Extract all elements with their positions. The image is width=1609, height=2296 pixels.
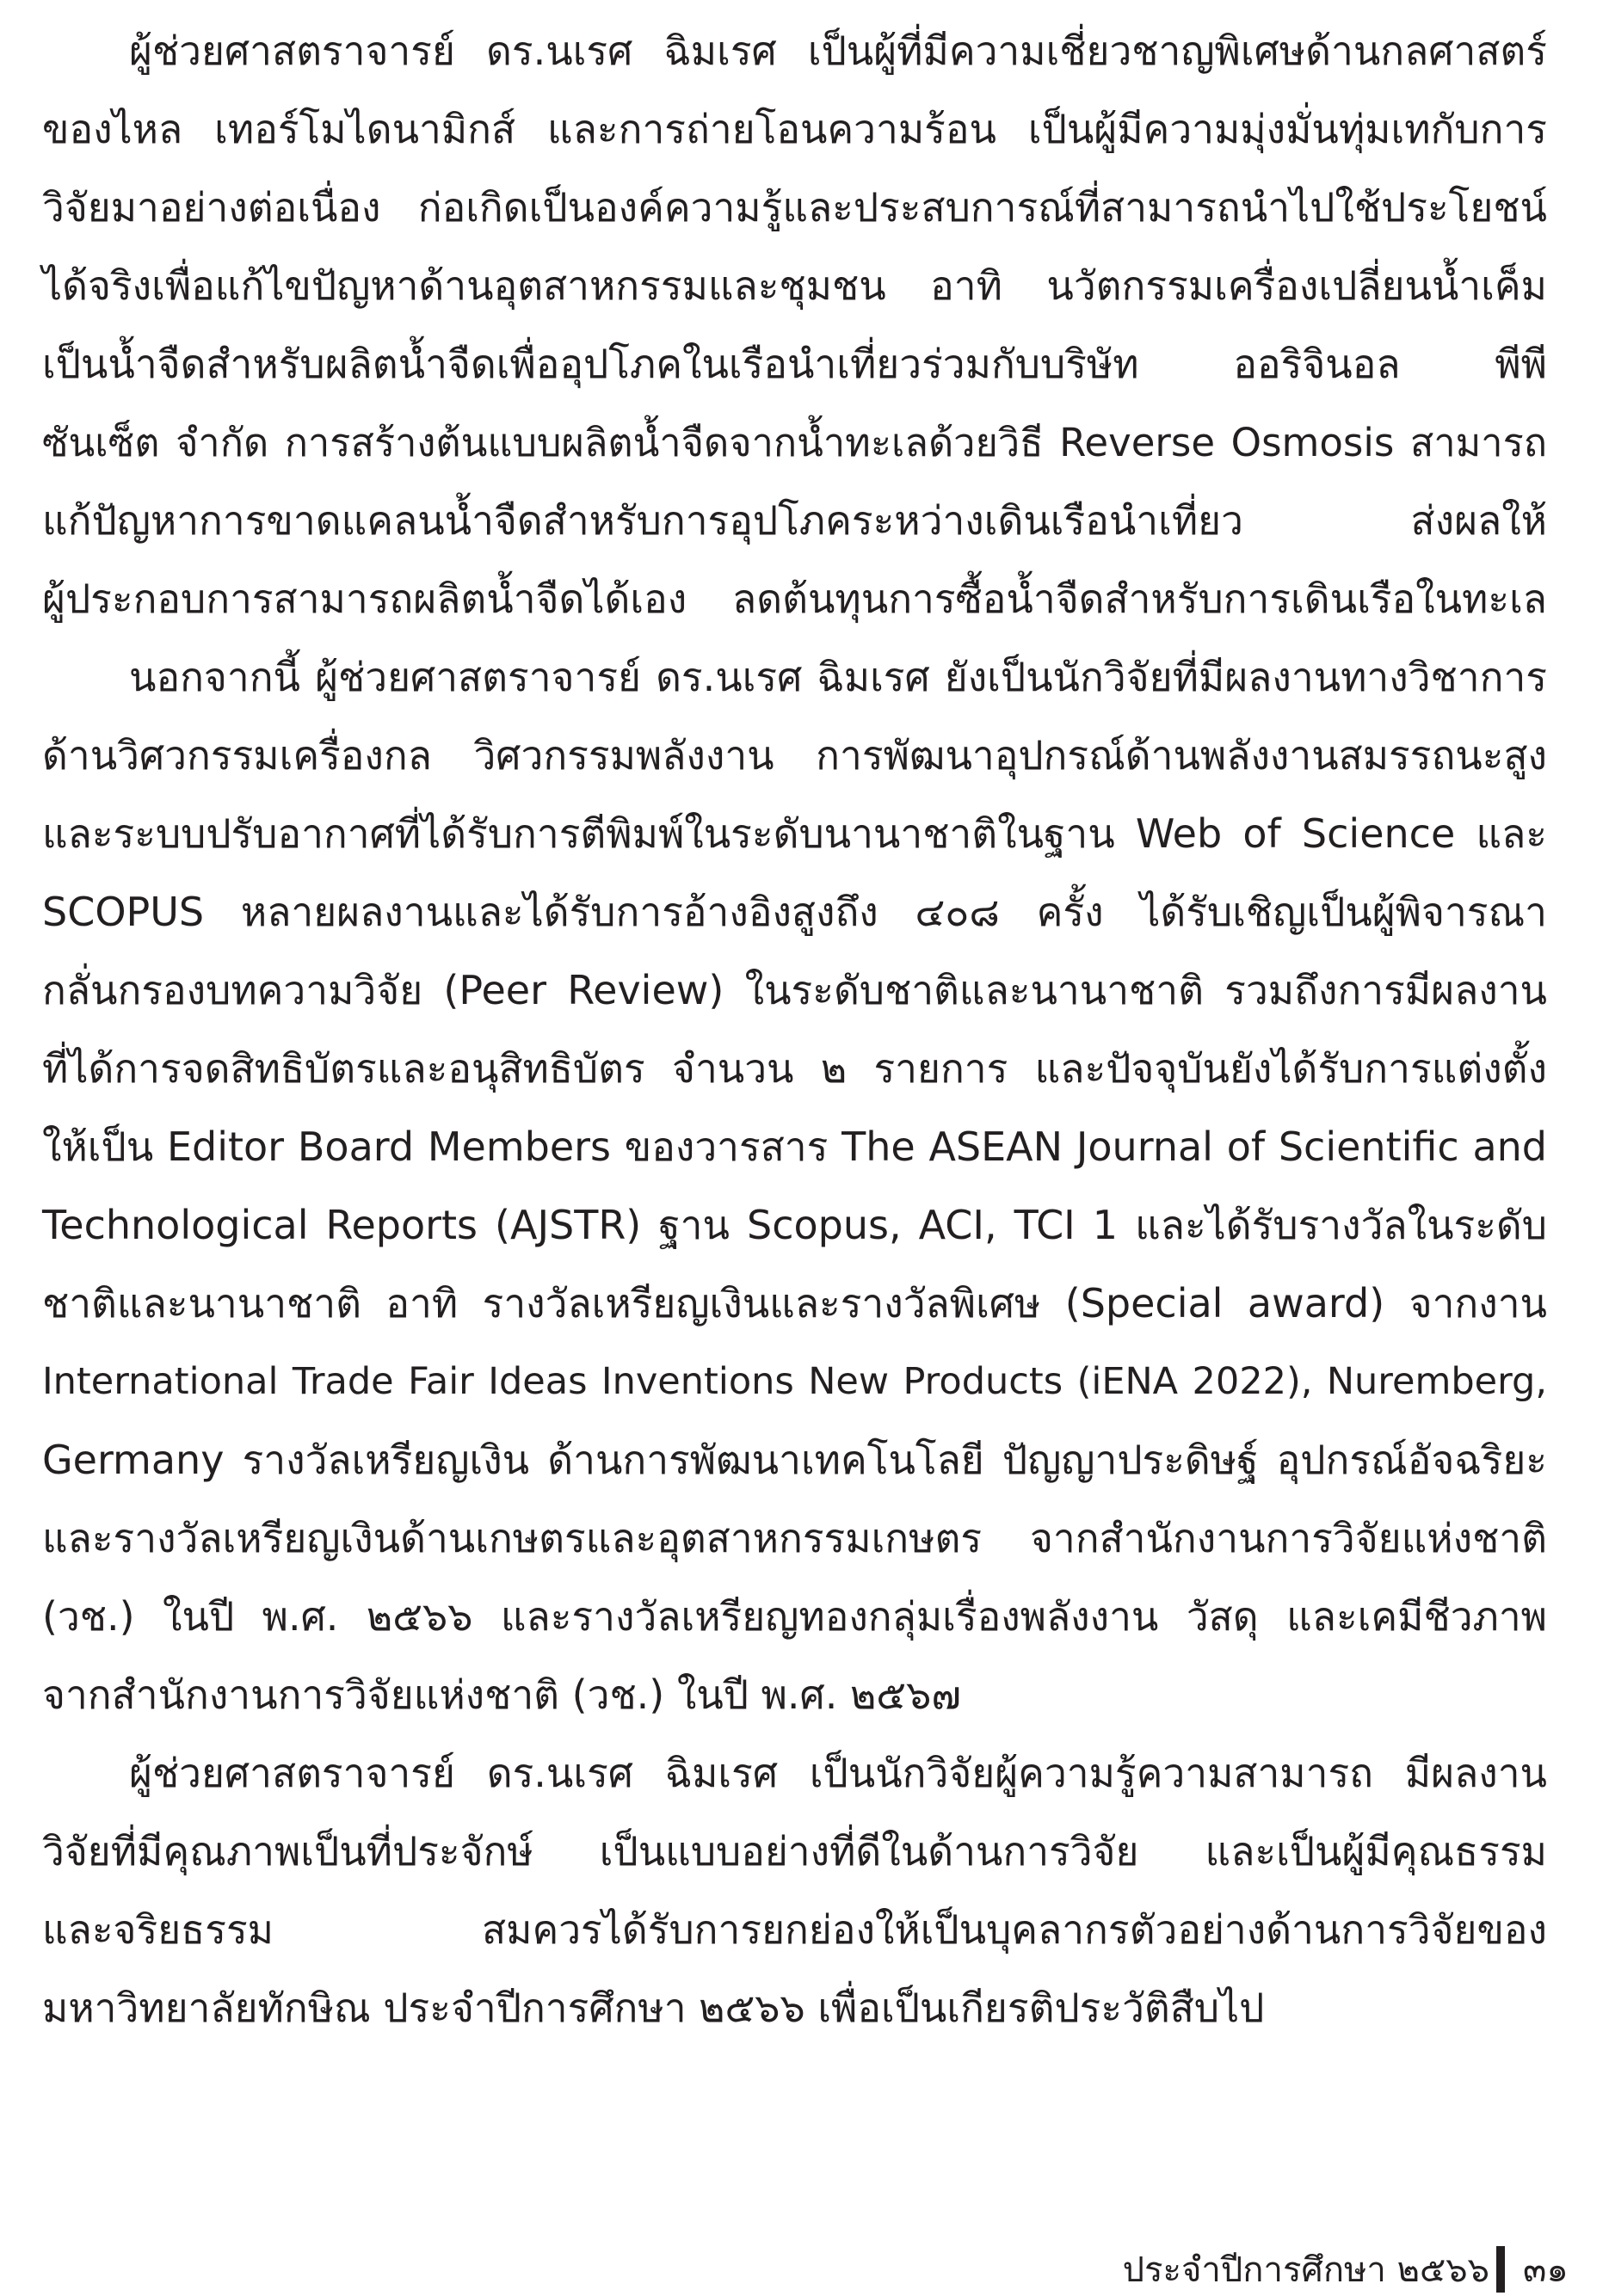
paragraph-line: SCOPUS หลายผลงานและได้รับการอ้างอิงสูงถึง ๔๐๘ ครั้ง ได้รับเชิญเป็นผู้พิจารณา xyxy=(42,889,1547,935)
paragraph-line: ได้จริงเพื่อแก้ไขปัญหาด้านอุตสาหกรรมและชุมชน อาทิ นวัตกรรมเครื่องเปลี่ยนน้ำเค็ม xyxy=(42,262,1547,309)
paragraph-line: ผู้ช่วยศาสตราจารย์ ดร.นเรศ ฉิมเรศ เป็นนักวิจัยผู้ความรู้ความสามารถ มีผลงาน xyxy=(129,1750,1547,1796)
page-number: ๓๑ xyxy=(1523,2250,1569,2290)
paragraph-line: และรางวัลเหรียญเงินด้านเกษตรและอุตสาหกรรมเกษตร จากสำนักงานการวิจัยแห่งชาติ xyxy=(42,1515,1547,1561)
paragraph-conclusion xyxy=(42,1734,1547,2047)
paragraph-achievements xyxy=(42,638,1547,1734)
paragraph-line: ของไหล เทอร์โมไดนามิกส์ และการถ่ายโอนความร้อน เป็นผู้มีความมุ่งมั่นทุ่มเทกับการ xyxy=(42,106,1547,152)
footer-year-label: ประจำปีการศึกษา ๒๕๖๖ xyxy=(1122,2250,1489,2290)
paragraph-line: ที่ได้การจดสิทธิบัตรและอนุสิทธิบัตร จำนวน ๒ รายการ และปัจจุบันยังได้รับการแต่งตั้ง xyxy=(42,1045,1547,1092)
page-footer xyxy=(0,2244,1609,2296)
paragraph-line: ผู้ช่วยศาสตราจารย์ ดร.นเรศ ฉิมเรศ เป็นผู้ที่มีความเชี่ยวชาญพิเศษด้านกลศาสตร์ xyxy=(129,28,1547,74)
paragraph-line: International Trade Fair Ideas Inventions New Products (iENA 2022), Nuremberg, xyxy=(42,1360,1547,1403)
paragraph-line: และจริยธรรม สมควรได้รับการยกย่องให้เป็นบุคลากรตัวอย่างด้านการวิจัยของ xyxy=(42,1906,1547,1953)
paragraph-line: ให้เป็น Editor Board Members ของวารสาร The ASEAN Journal of Scientific and xyxy=(42,1123,1547,1170)
paragraph-line: ด้านวิศวกรรมเครื่องกล วิศวกรรมพลังงาน การพัฒนาอุปกรณ์ด้านพลังงานสมรรถนะสูง xyxy=(42,732,1547,779)
paragraph-line: นอกจากนี้ ผู้ช่วยศาสตราจารย์ ดร.นเรศ ฉิมเรศ ยังเป็นนักวิจัยที่มีผลงานทางวิชาการ xyxy=(129,654,1547,700)
paragraph-line: จากสำนักงานการวิจัยแห่งชาติ (วช.) ในปี พ.ศ. ๒๕๖๗ xyxy=(42,1671,961,1718)
paragraph-line: ซันเซ็ต จำกัด การสร้างต้นแบบผลิตน้ำจืดจากน้ำทะเลด้วยวิธี Reverse Osmosis สามารถ xyxy=(42,420,1547,465)
paragraph-line: Technological Reports (AJSTR) ฐาน Scopus, ACI, TCI 1 และได้รับรางวัลในระดับ xyxy=(42,1202,1547,1248)
paragraph-line: ผู้ประกอบการสามารถผลิตน้ำจืดได้เอง ลดต้นทุนการซื้อน้ำจืดสำหรับการเดินเรือในทะเล xyxy=(42,576,1547,622)
paragraph-line: กลั่นกรองบทความวิจัย (Peer Review) ในระดับชาติและนานาชาติ รวมถึงการมีผลงาน xyxy=(42,967,1547,1013)
paragraph-line: (วช.) ในปี พ.ศ. ๒๕๖๖ และรางวัลเหรียญทองกลุ่มเรื่องพลังงาน วัสดุ และเคมีชีวภาพ xyxy=(42,1593,1547,1640)
document-body xyxy=(42,12,1547,2047)
paragraph-line: และระบบปรับอากาศที่ได้รับการตีพิมพ์ในระดับนานาชาติในฐาน Web of Science และ xyxy=(42,810,1547,857)
paragraph-line: วิจัยมาอย่างต่อเนื่อง ก่อเกิดเป็นองค์ความรู้และประสบการณ์ที่สามารถนำไปใช้ประโยชน์ xyxy=(42,184,1547,231)
paragraph-line: ชาติและนานาชาติ อาทิ รางวัลเหรียญเงินและรางวัลพิเศษ (Special award) จากงาน xyxy=(42,1280,1547,1327)
paragraph-line: เป็นน้ำจืดสำหรับผลิตน้ำจืดเพื่ออุปโภคในเรือนำเที่ยวร่วมกับบริษัท ออริจินอล พีพี xyxy=(42,341,1547,387)
paragraph-expertise xyxy=(42,12,1547,638)
paragraph-line: วิจัยที่มีคุณภาพเป็นที่ประจักษ์ เป็นแบบอย่างที่ดีในด้านการวิจัย และเป็นผู้มีคุณธรรม xyxy=(42,1828,1547,1874)
paragraph-line: Germany รางวัลเหรียญเงิน ด้านการพัฒนาเทคโนโลยี ปัญญาประดิษฐ์ อุปกรณ์อัจฉริยะ xyxy=(42,1437,1547,1483)
footer-divider xyxy=(1496,2246,1505,2293)
paragraph-line: มหาวิทยาลัยทักษิณ ประจำปีการศึกษา ๒๕๖๖ เพื่อเป็นเกียรติประวัติสืบไป xyxy=(42,1985,1265,2031)
paragraph-line: แก้ปัญหาการขาดแคลนน้ำจืดสำหรับการอุปโภคระหว่างเดินเรือนำเที่ยว ส่งผลให้ xyxy=(42,497,1547,544)
